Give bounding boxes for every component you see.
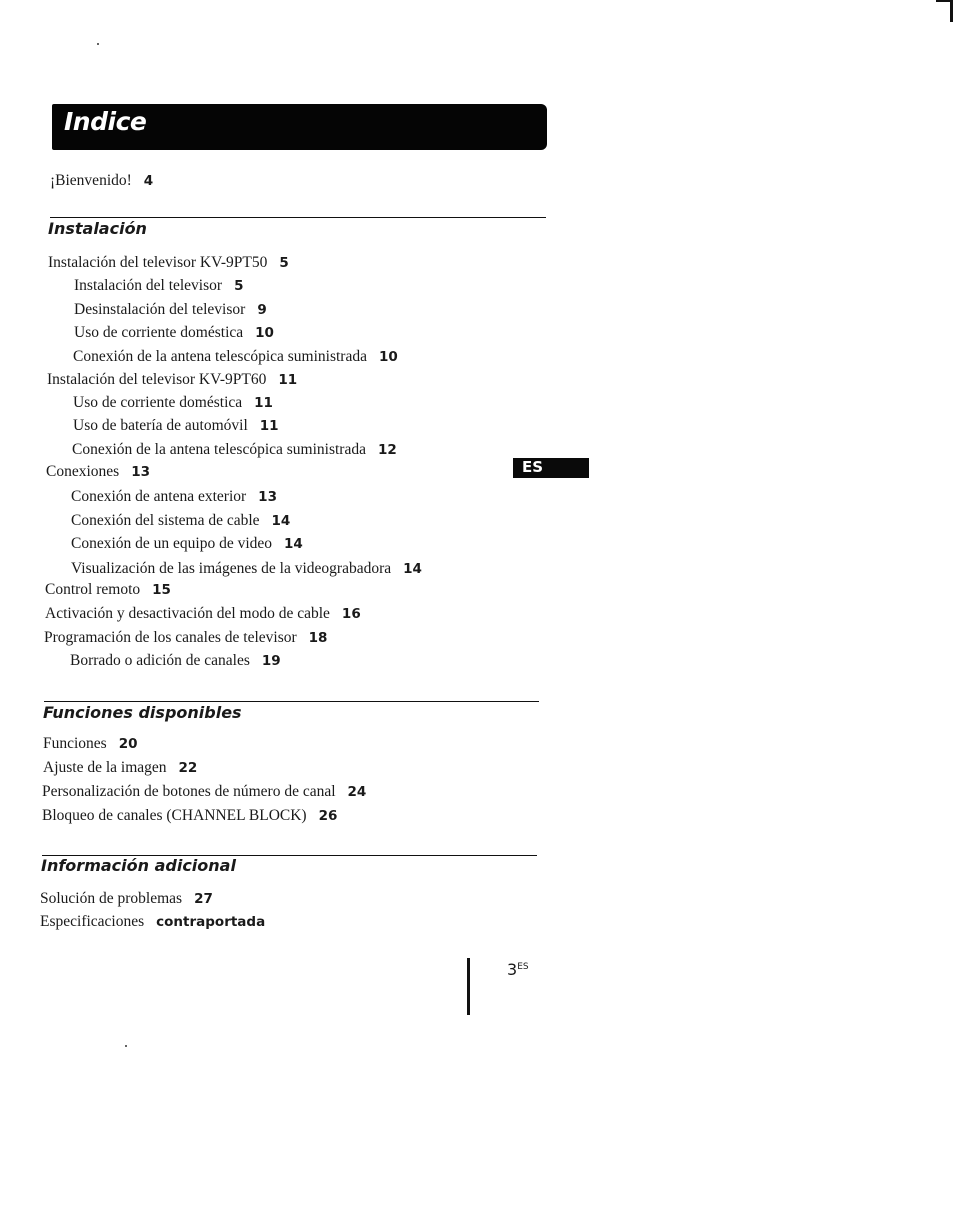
entry-label: Conexión de la antena telescópica suministrada <box>72 441 366 458</box>
entry-label: Solución de problemas <box>40 890 183 907</box>
page-number <box>507 960 529 979</box>
entry-label: Funciones <box>43 735 107 752</box>
toc-entry[interactable] <box>45 581 171 599</box>
entry-page: 19 <box>261 653 281 669</box>
entry-label: ¡Bienvenido! <box>50 172 132 189</box>
entry-page: 13 <box>258 489 277 505</box>
toc-subentry[interactable] <box>73 417 279 435</box>
toc-subentry[interactable] <box>74 324 274 342</box>
toc-subentry[interactable] <box>74 301 267 319</box>
speck <box>97 43 99 45</box>
entry-page: 27 <box>194 891 213 907</box>
toc-entry[interactable] <box>43 759 197 777</box>
entry-label: Control remoto <box>45 581 141 598</box>
entry-page: 14 <box>284 536 303 552</box>
toc-subentry[interactable] <box>71 512 290 530</box>
entry-page: 14 <box>271 513 291 529</box>
toc-subentry[interactable] <box>71 535 303 553</box>
entry-label: Conexiones <box>46 463 120 480</box>
toc-subentry[interactable] <box>70 652 281 670</box>
toc-subentry[interactable] <box>74 277 243 295</box>
toc-entry[interactable] <box>45 605 361 623</box>
entry-page: 9 <box>257 302 267 318</box>
toc-entry[interactable] <box>40 890 213 908</box>
page-number-suffix: ES <box>517 962 529 972</box>
page-marker-bar <box>467 958 470 1015</box>
page-number-value: 3 <box>507 960 518 979</box>
toc-entry[interactable] <box>46 463 150 481</box>
entry-page: 11 <box>278 372 298 388</box>
toc-subentry[interactable] <box>73 394 273 412</box>
entry-page: 5 <box>279 255 289 271</box>
toc-entry[interactable] <box>42 783 366 801</box>
entry-page: 10 <box>255 325 274 341</box>
toc-entry[interactable] <box>47 371 297 389</box>
entry-label: Instalación del televisor KV-9PT60 <box>47 371 267 388</box>
entry-page: 18 <box>308 630 328 646</box>
entry-label: Visualización de las imágenes de la videograbadora <box>71 560 392 577</box>
entry-label: Especificaciones <box>40 913 145 930</box>
entry-label: Instalación del televisor KV-9PT50 <box>48 254 268 271</box>
entry-label: Conexión de un equipo de video <box>71 535 273 552</box>
entry-label: Uso de corriente doméstica <box>74 324 244 341</box>
entry-label: Borrado o adición de canales <box>70 652 250 669</box>
entry-label: Instalación del televisor <box>74 277 223 294</box>
entry-page: 20 <box>118 736 138 752</box>
entry-page: contraportada <box>156 914 266 930</box>
entry-page: 22 <box>178 760 198 776</box>
entry-page: 15 <box>152 582 171 598</box>
page-title: Indice <box>64 107 147 136</box>
section-divider <box>44 701 539 702</box>
toc-subentry[interactable] <box>71 560 422 578</box>
entry-page: 16 <box>341 606 361 622</box>
entry-label: Ajuste de la imagen <box>43 759 167 776</box>
entry-label: Conexión de la antena telescópica suministrada <box>73 348 367 365</box>
language-tab-label: ES <box>522 458 544 476</box>
toc-entry[interactable] <box>42 807 337 825</box>
language-tab <box>513 458 589 478</box>
entry-label: Personalización de botones de número de canal <box>42 783 336 800</box>
entry-label: Programación de los canales de televisor <box>44 629 297 646</box>
toc-subentry[interactable] <box>71 488 277 506</box>
entry-label: Conexión del sistema de cable <box>71 512 260 529</box>
toc-entry[interactable] <box>43 735 138 753</box>
entry-label: Desinstalación del televisor <box>74 301 246 318</box>
entry-label: Bloqueo de canales (CHANNEL BLOCK) <box>42 807 307 824</box>
entry-page: 12 <box>377 442 397 458</box>
entry-label: Activación y desactivación del modo de cable <box>45 605 330 622</box>
entry-page: 11 <box>259 418 279 434</box>
toc-entry-intro[interactable] <box>50 172 153 190</box>
entry-label: Conexión de antena exterior <box>71 488 247 505</box>
section-heading-informacion: Información adicional <box>41 856 236 875</box>
entry-label: Uso de corriente doméstica <box>73 394 243 411</box>
entry-page: 5 <box>234 278 244 294</box>
entry-page: 14 <box>403 561 422 577</box>
entry-page: 10 <box>378 349 398 365</box>
entry-page: 13 <box>131 464 150 480</box>
toc-entry[interactable] <box>40 913 265 931</box>
title-banner <box>52 104 547 150</box>
entry-page: 24 <box>347 784 367 800</box>
entry-page: 26 <box>318 808 338 824</box>
section-divider <box>50 217 546 218</box>
crop-mark <box>950 0 953 22</box>
speck <box>125 1045 127 1047</box>
entry-page: 4 <box>143 173 154 189</box>
section-heading-instalacion: Instalación <box>48 219 147 238</box>
entry-page: 11 <box>254 395 273 411</box>
section-heading-funciones: Funciones disponibles <box>43 703 242 722</box>
toc-subentry[interactable] <box>73 348 398 366</box>
toc-subentry[interactable] <box>72 441 397 459</box>
toc-entry[interactable] <box>48 254 289 272</box>
entry-label: Uso de batería de automóvil <box>73 417 248 434</box>
toc-entry[interactable] <box>44 629 327 647</box>
